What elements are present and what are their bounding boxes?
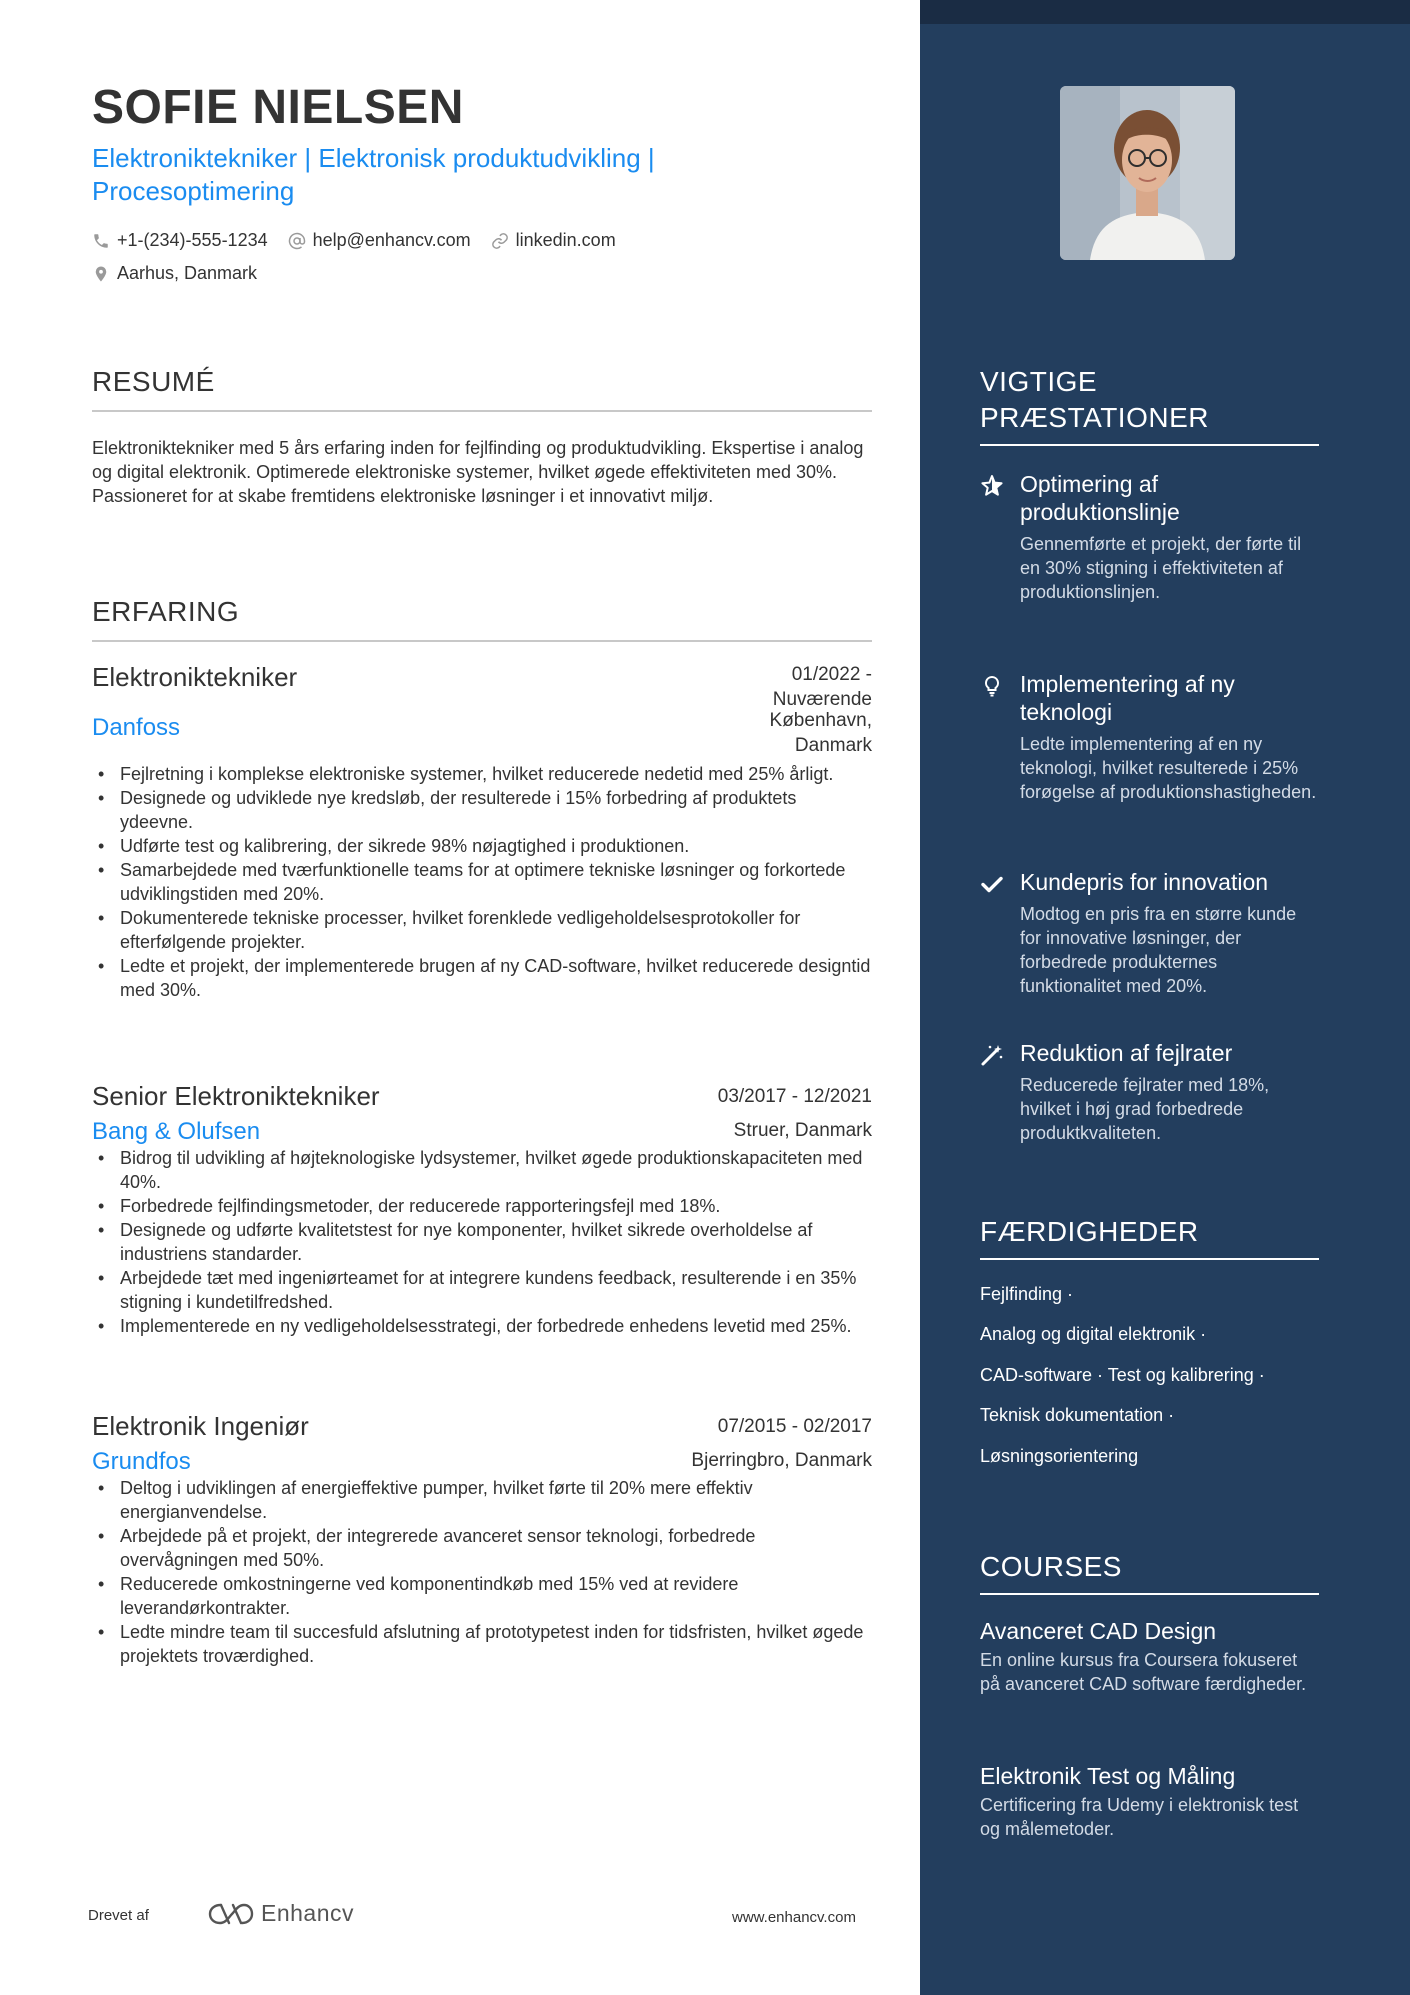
bullet-item: • Samarbejdede med tværfunktionelle teams for at optimere tekniske løsninger og forkortede udviklingstiden med 20%. xyxy=(92,858,872,906)
bullet-item: • Dokumenterede tekniske processer, hvilket forenklede vedligeholdelsesprotokoller for efterfølgende projekter. xyxy=(92,906,872,954)
skill-row: Teknisk dokumentation · xyxy=(980,1405,1175,1425)
lightbulb-icon xyxy=(980,674,1004,698)
job-title: Elektronik Ingeniør xyxy=(92,1411,309,1441)
checkmark-icon xyxy=(980,872,1004,896)
bullet-item: • Reducerede omkostningerne ved komponentindkøb med 15% ved at revidere leverandørkontrakter. xyxy=(92,1572,872,1620)
achievement-item xyxy=(980,868,1320,998)
job-date: 03/2017 - 12/2021 xyxy=(717,1086,872,1107)
skill-row: CAD-software · Test og kalibrering · xyxy=(980,1365,1265,1385)
job-header xyxy=(92,1411,872,1442)
job-location-line: København, xyxy=(769,710,872,731)
link-text: linkedin.com xyxy=(515,230,616,250)
achievement-item xyxy=(980,470,1320,604)
skill-row: Fejlfinding · xyxy=(980,1284,1074,1304)
job-bullets xyxy=(92,1146,872,1338)
achievement-title: Optimering af produktionslinje xyxy=(1020,471,1180,525)
job-header xyxy=(92,662,872,712)
bullet-item: • Bidrog til udvikling af højteknologiske lydsystemer, hvilket øgede produktionskapaciteten med 40%. xyxy=(92,1146,872,1194)
job-bullets xyxy=(92,1476,872,1668)
candidate-name: SOFIE NIELSEN xyxy=(92,81,464,134)
course-desc: Certificering fra Udemy i elektronisk test og målemetoder. xyxy=(980,1795,1299,1839)
location-text: Aarhus, Danmark xyxy=(117,263,258,283)
email-text: help@enhancv.com xyxy=(312,230,471,250)
courses-title: COURSES xyxy=(980,1549,1319,1595)
bullet-item: • Forbedrede fejlfindingsmetoder, der reducerede rapporteringsfejl med 18%. xyxy=(92,1194,872,1218)
summary-text: Elektroniktekniker med 5 års erfaring inden for fejlfinding og produktudvikling. Ekspertise i analog og digital elektronik. Optimerede elektroniske systemer, hvilket øgede effektiviteten med 30%. Passioneret for at skabe fremtidens elektroniske løsninger i et innovativt miljø. xyxy=(92,438,864,506)
achievement-title: Kundepris for innovation xyxy=(1020,869,1269,895)
contact-location xyxy=(92,263,257,284)
job-title: Elektroniktekniker xyxy=(92,662,298,692)
link-icon xyxy=(491,232,509,250)
course-title: Elektronik Test og Måling xyxy=(980,1763,1236,1789)
bullet-item: • Fejlretning i komplekse elektroniske systemer, hvilket reducerede nedetid med 25% årligt. xyxy=(92,762,872,786)
achievement-title: Reduktion af fejlrater xyxy=(1020,1040,1233,1066)
bullet-item: • Ledte et projekt, der implementerede brugen af ny CAD-software, hvilket reducerede designtid med 30%. xyxy=(92,954,872,1002)
job-location: Bjerringbro, Danmark xyxy=(691,1450,872,1471)
course-item xyxy=(980,1761,1320,1841)
job-entry xyxy=(92,1081,872,1338)
bullet-item: • Designede og udførte kvalitetstest for nye komponenter, hvilket sikrede overholdelse af industriens standarder. xyxy=(92,1218,872,1266)
bullet-item: • Arbejdede på et projekt, der integrerede avanceret sensor teknologi, forbedrede overvågningen med 50%. xyxy=(92,1524,872,1572)
bullet-item: • Arbejdede tæt med ingeniørteamet for at integrere kundens feedback, resulterende i en 35% stigning i kundetilfredshed. xyxy=(92,1266,872,1314)
sidebar-top-bar xyxy=(920,0,1410,24)
job-date xyxy=(773,662,872,712)
job-location xyxy=(770,708,872,758)
summary-title: RESUMÉ xyxy=(92,366,872,412)
bullet-item: • Ledte mindre team til succesfuld afslutning af prototypetest inden for tidsfristen, hvilket øgede projektets troværdighed. xyxy=(92,1620,872,1668)
course-title: Avanceret CAD Design xyxy=(980,1618,1217,1644)
skill-row: Løsningsorientering xyxy=(980,1446,1139,1466)
job-location-line: Danmark xyxy=(794,735,872,756)
job-entry xyxy=(92,1411,872,1668)
star-icon xyxy=(980,474,1004,498)
phone-icon xyxy=(92,232,110,250)
bullet-item: • Designede og udviklede nye kredsløb, der resulterede i 15% forbedring af produktets ydeevne. xyxy=(92,786,872,834)
job-title: Senior Elektroniktekniker xyxy=(92,1081,380,1111)
enhancv-logo-icon xyxy=(207,1901,255,1927)
achievements-title xyxy=(980,364,1319,446)
skills-title: FÆRDIGHEDER xyxy=(980,1214,1319,1260)
achievements-title-line: VIGTIGE xyxy=(980,366,1098,397)
job-header xyxy=(92,1081,872,1112)
achievement-desc: Ledte implementering af en ny teknologi, hvilket resulterede i 25% forøgelse af produktionshastigheden. xyxy=(1020,734,1317,802)
at-icon xyxy=(288,232,306,250)
bullet-item: • Implementerede en ny vedligeholdelsesstrategi, der forbedrede enhedens levetid med 25%. xyxy=(92,1314,872,1338)
achievement-title: Implementering af ny teknologi xyxy=(1020,671,1235,725)
job-subheader xyxy=(92,708,872,758)
job-entry xyxy=(92,662,872,1002)
contact-phone[interactable] xyxy=(92,230,268,251)
course-desc: En online kursus fra Coursera fokuseret på avanceret CAD software færdigheder. xyxy=(980,1650,1307,1694)
powered-by-label: Drevet af xyxy=(88,1907,149,1924)
achievement-desc: Gennemførte et projekt, der førte til en 30% stigning i effektiviteten af produktionslinjen. xyxy=(1020,534,1302,602)
job-subheader xyxy=(92,1118,872,1146)
company-name[interactable]: Grundfos xyxy=(92,1448,191,1475)
company-name[interactable]: Danfoss xyxy=(92,714,181,741)
achievements-title-line: PRÆSTATIONER xyxy=(980,402,1209,433)
job-location: Struer, Danmark xyxy=(733,1120,872,1141)
contact-email[interactable] xyxy=(288,230,471,251)
profile-photo-image xyxy=(1060,86,1235,260)
job-date: 07/2015 - 02/2017 xyxy=(717,1416,872,1437)
company-name[interactable]: Bang & Olufsen xyxy=(92,1118,261,1145)
enhancv-logo-text: Enhancv xyxy=(261,1900,355,1926)
job-date-line: 01/2022 - xyxy=(791,664,872,685)
job-date-line: Nuværende xyxy=(772,689,872,710)
footer-url[interactable]: www.enhancv.com xyxy=(732,1909,856,1926)
profile-photo xyxy=(1060,86,1235,260)
achievement-desc: Reducerede fejlrater med 18%, hvilket i høj grad forbedrede produktkvaliteten. xyxy=(1020,1075,1270,1143)
course-item xyxy=(980,1616,1320,1696)
achievement-desc: Modtog en pris fra en større kunde for innovative løsninger, der forbedrede produkternes funktionalitet med 20%. xyxy=(1020,904,1297,996)
contact-link[interactable] xyxy=(491,230,616,251)
skill-row: Analog og digital elektronik · xyxy=(980,1324,1207,1344)
bullet-item: • Deltog i udviklingen af energieffektive pumper, hvilket førte til 20% mere effektiv energianvendelse. xyxy=(92,1476,872,1524)
headline: Elektroniktekniker | Elektronisk produktudvikling | Procesoptimering xyxy=(92,143,655,206)
achievement-item xyxy=(980,1039,1320,1145)
phone-text: +1-(234)-555-1234 xyxy=(117,230,268,250)
achievement-item xyxy=(980,670,1320,804)
experience-title: ERFARING xyxy=(92,596,872,642)
enhancv-logo[interactable] xyxy=(207,1900,354,1927)
contact-row xyxy=(92,230,636,251)
magic-wand-icon xyxy=(980,1043,1004,1067)
job-subheader xyxy=(92,1448,872,1476)
location-pin-icon xyxy=(92,264,110,284)
contact-row-2 xyxy=(92,263,277,284)
bullet-item: • Udførte test og kalibrering, der sikrede 98% nøjagtighed i produktionen. xyxy=(92,834,872,858)
job-bullets xyxy=(92,762,872,1002)
